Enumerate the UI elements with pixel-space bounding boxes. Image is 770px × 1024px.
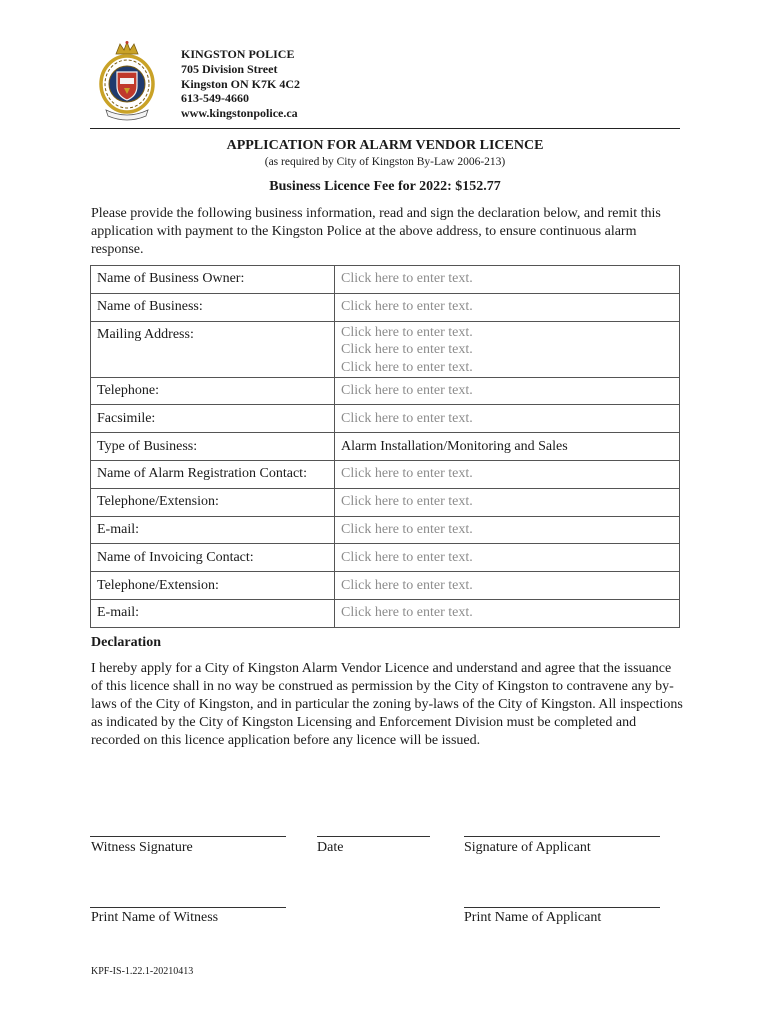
field-label: Facsimile: (91, 405, 335, 433)
field-label: E-mail: (91, 516, 335, 544)
kingston-police-crest-icon (98, 40, 156, 122)
applicant-name-line[interactable] (464, 907, 660, 908)
business-type-field[interactable]: Alarm Installation/Monitoring and Sales (335, 433, 680, 461)
mailing-address-line[interactable]: Click here to enter text. (341, 359, 473, 375)
intro-paragraph: Please provide the following business information, read and sign the declaration below, and remit this application with payment to the Kingston Police at the above address, to ensure continuous alarm response. (91, 206, 661, 257)
field-label: Name of Alarm Registration Contact: (91, 460, 335, 488)
form-code: KPF-IS-1.22.1-20210413 (91, 966, 194, 977)
header-divider (90, 128, 680, 129)
declaration-heading: Declaration (91, 635, 161, 650)
mailing-address-line[interactable]: Click here to enter text. (341, 342, 473, 358)
invoicing-email-field[interactable]: Click here to enter text. (335, 599, 680, 627)
date-line[interactable] (317, 836, 430, 837)
table-row (91, 488, 680, 516)
applicant-signature-label: Signature of Applicant (464, 840, 591, 855)
mailing-address-line[interactable]: Click here to enter text. (341, 324, 473, 340)
street-address: 705 Division Street (181, 61, 278, 76)
registration-contact-field[interactable]: Click here to enter text. (335, 460, 680, 488)
business-name-field[interactable]: Click here to enter text. (335, 293, 680, 321)
business-owner-field[interactable]: Click here to enter text. (335, 266, 680, 294)
registration-email-field[interactable]: Click here to enter text. (335, 516, 680, 544)
field-label: Name of Business: (91, 293, 335, 321)
registration-phone-field[interactable]: Click here to enter text. (335, 488, 680, 516)
city-postal: Kingston ON K7K 4C2 (181, 76, 301, 91)
table-row (91, 266, 680, 294)
page-title: APPLICATION FOR ALARM VENDOR LICENCE (226, 138, 544, 153)
field-label: E-mail: (91, 599, 335, 627)
table-row (91, 321, 680, 377)
field-label: Type of Business: (91, 433, 335, 461)
table-row (91, 516, 680, 544)
field-label: Mailing Address: (91, 321, 335, 377)
field-label: Name of Invoicing Contact: (91, 544, 335, 572)
table-row (91, 599, 680, 627)
table-row (91, 377, 680, 405)
witness-name-label: Print Name of Witness (91, 910, 219, 925)
police-address-block (181, 47, 300, 121)
licence-fee: Business Licence Fee for 2022: $152.77 (269, 179, 501, 194)
field-label: Telephone: (91, 377, 335, 405)
facsimile-field[interactable]: Click here to enter text. (335, 405, 680, 433)
business-info-table (90, 265, 680, 628)
table-row (91, 433, 680, 461)
mailing-address-field[interactable] (335, 321, 680, 377)
table-row (91, 293, 680, 321)
phone-number: 613-549-4660 (181, 91, 249, 106)
applicant-signature-line[interactable] (464, 836, 660, 837)
field-label: Name of Business Owner: (91, 266, 335, 294)
table-row (91, 572, 680, 600)
table-row (91, 405, 680, 433)
website-link[interactable]: www.kingstonpolice.ca (181, 106, 298, 121)
invoicing-contact-field[interactable]: Click here to enter text. (335, 544, 680, 572)
table-row (91, 544, 680, 572)
field-label: Telephone/Extension: (91, 488, 335, 516)
witness-signature-label: Witness Signature (91, 840, 193, 855)
date-label: Date (317, 840, 344, 855)
page-subtitle: (as required by City of Kingston By-Law 2006-213) (264, 156, 506, 168)
org-name: KINGSTON POLICE (181, 47, 295, 61)
table-row (91, 460, 680, 488)
field-label: Telephone/Extension: (91, 572, 335, 600)
applicant-name-label: Print Name of Applicant (464, 910, 602, 925)
invoicing-phone-field[interactable]: Click here to enter text. (335, 572, 680, 600)
declaration-text: I hereby apply for a City of Kingston Alarm Vendor Licence and understand and agree that the issuance of this licence shall in no way be construed as permission by the City of Kingston to contravene any by-laws of the City of Kingston, and in particular the zoning by-laws of the City of Kingston. All inspections as indicated by the City of Kingston Licensing and Enforcement Division must be completed and recorded on this licence application before any licence will be issued. (91, 661, 683, 748)
telephone-field[interactable]: Click here to enter text. (335, 377, 680, 405)
witness-name-line[interactable] (90, 907, 286, 908)
witness-signature-line[interactable] (90, 836, 286, 837)
